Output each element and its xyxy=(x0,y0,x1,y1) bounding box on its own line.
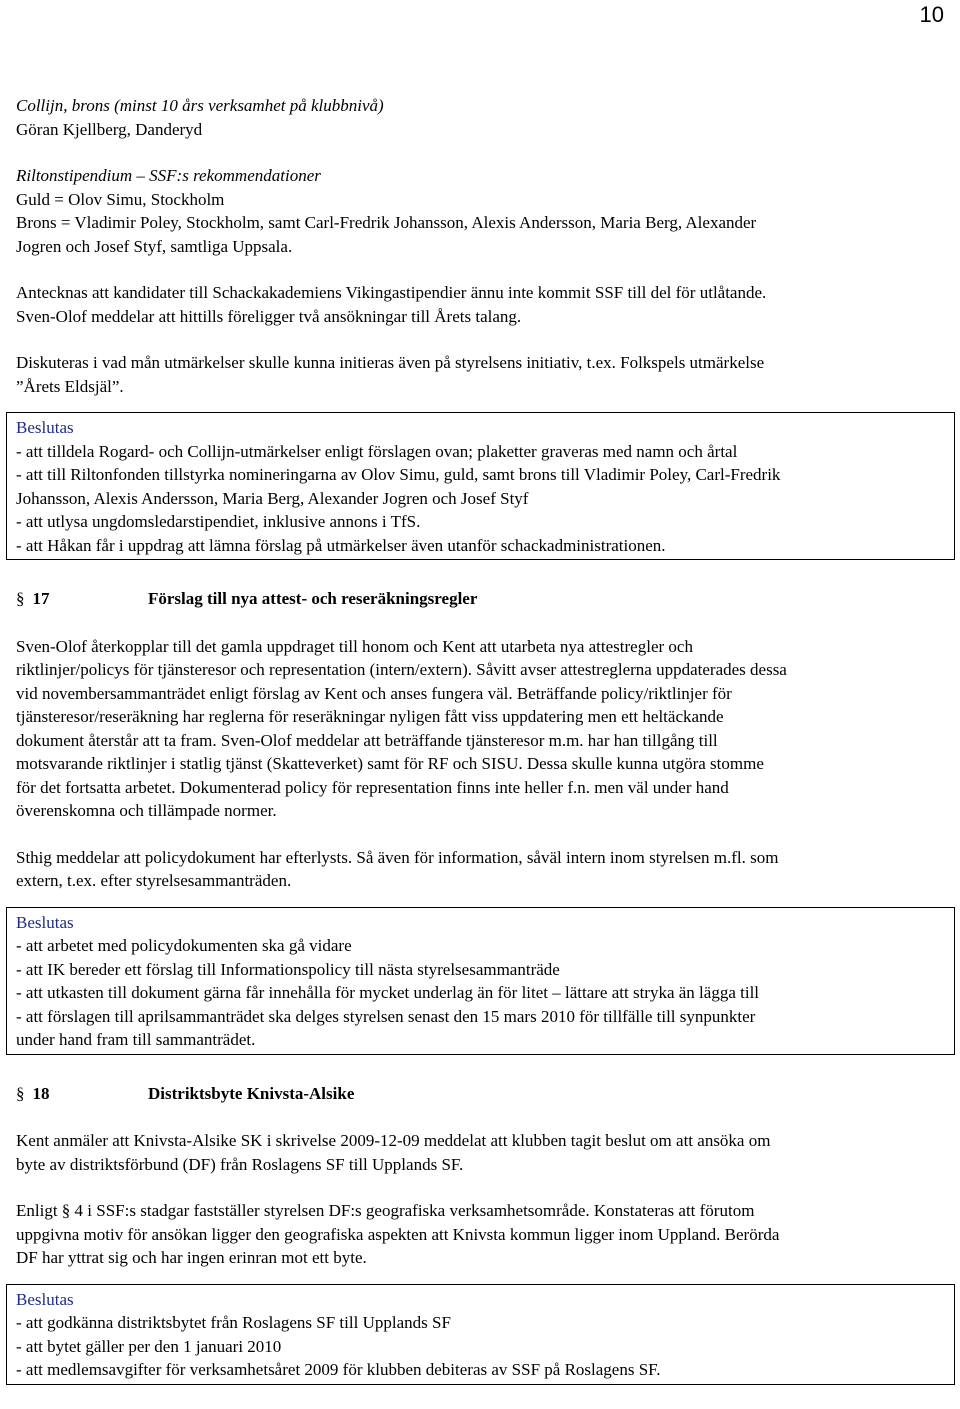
section-18-paragraph xyxy=(16,1199,946,1270)
decision-box-district xyxy=(6,1284,955,1385)
paragraph-line: Sthig meddelar att policydokument har efterlysts. Så även för information, såväl intern inom styrelsen m.fl. som xyxy=(16,847,779,867)
decision-line: Johansson, Alexis Andersson, Maria Berg, Alexander Jogren och Josef Styf xyxy=(16,488,529,508)
paragraph-line: tjänsteresor/reseräkning har reglerna för reseräkningar nyligen fått viss uppdatering men ett heltäckande xyxy=(16,707,724,726)
decision-line: - att godkänna distriktsbytet från Roslagens SF till Upplands SF xyxy=(16,1313,451,1332)
decision-box-awards xyxy=(6,412,955,560)
paragraph-line: riktlinjer/policys för tjänsteresor och representation (intern/extern). Såvitt avser attestreglerna uppdaterades dessa xyxy=(16,660,787,679)
decision-line: - att arbetet med policydokumenten ska gå vidare xyxy=(16,936,352,955)
decision-line: under hand fram till sammanträdet. xyxy=(16,1030,256,1049)
decision-title: Beslutas xyxy=(16,912,74,932)
note-line: Sven-Olof meddelar att hittills föreligger två ansökningar till Årets talang. xyxy=(16,306,522,326)
paragraph-line: Kent anmäler att Knivsta-Alsike SK i skrivelse 2009-12-09 meddelat att klubben tagit beslut om att ansöka om xyxy=(16,1131,771,1150)
decision-line: - att medlemsavgifter för verksamhetsåret 2009 för klubben debiteras av SSF på Roslagens SF. xyxy=(16,1360,661,1379)
section-number: § 17 xyxy=(16,589,50,608)
paragraph-line: vid novembersammanträdet enligt förslag av Kent och anses fungera väl. Beträffande policy/riktlinjer för xyxy=(16,683,732,703)
paragraph-line: för det fortsatta arbetet. Dokumenterad policy för representation finns inte heller f.n. men väl under hand xyxy=(16,777,729,797)
paragraph-line: extern, t.ex. efter styrelsesammanträden. xyxy=(16,871,292,890)
paragraph-line: Enligt § 4 i SSF:s stadgar fastställer styrelsen DF:s geografiska verksamhetsområde. Konstateras att förutom xyxy=(16,1201,755,1220)
decision-line: - att Håkan får i uppdrag att lämna förslag på utmärkelser även utanför schackadministrationen. xyxy=(16,535,666,555)
section-17-paragraph xyxy=(16,635,946,823)
paragraph-line: Sven-Olof återkopplar till det gamla uppdraget till honom och Kent att utarbeta nya attestregler och xyxy=(16,636,693,656)
section-18-paragraph xyxy=(16,1129,946,1176)
decision-title: Beslutas xyxy=(16,418,74,437)
paragraph-line: uppgivna motiv för ansökan ligger den geografiska aspekten att Knivsta kommun ligger inom Uppland. Berörda xyxy=(16,1224,780,1244)
paragraph-line: dokument återstår att ta fram. Sven-Olof meddelar att beträffande tjänsteresor m.m. har han tillgång till xyxy=(16,730,718,750)
decision-line: - att utkasten till dokument gärna får innehålla för mycket underlag än för litet – lättare att stryka än lägga till xyxy=(16,983,760,1002)
decision-line: - att utlysa ungdomsledarstipendiet, inklusive annons i TfS. xyxy=(16,512,421,531)
decision-box-policy xyxy=(6,907,955,1055)
decision-line: - att tilldela Rogard- och Collijn-utmärkelser enligt förslagen ovan; plaketter graveras med namn och årtal xyxy=(16,441,738,461)
paragraph-line: motsvarande riktlinjer i statlig tjänst (Skatteverket) samt för RF och SISU. Dessa skulle kunna utgöra stomme xyxy=(16,754,764,773)
section-17-paragraph xyxy=(16,846,946,893)
discussion-line: Diskuteras i vad mån utmärkelser skulle kunna initieras även på styrelsens initiativ, t.ex. Folkspels utmärkelse xyxy=(16,353,765,372)
decision-line: - att till Riltonfonden tillstyrka nomineringarna av Olov Simu, guld, samt brons till Vladimir Poley, Carl-Fredrik xyxy=(16,465,781,484)
paragraph-line: överenskomna och tillämpade normer. xyxy=(16,801,277,820)
section-title: Distriktsbyte Knivsta-Alsike xyxy=(148,1083,355,1103)
note-line: Antecknas att kandidater till Schackakademiens Vikingastipendier ännu inte kommit SSF till del för utlåtande. xyxy=(16,283,767,302)
decision-line: - att IK bereder ett förslag till Informationspolicy till nästa styrelsesammanträde xyxy=(16,959,560,979)
discussion-line: ”Årets Eldsjäl”. xyxy=(16,376,124,396)
collijn-name: Göran Kjellberg, Danderyd xyxy=(16,119,203,139)
section-title: Förslag till nya attest- och reseräkningsregler xyxy=(148,589,478,608)
decision-line: - att förslagen till aprilsammanträdet ska delges styrelsen senast den 15 mars 2010 för tillfälle till synpunkter xyxy=(16,1006,756,1026)
section-17-heading xyxy=(16,587,946,611)
rilton-bronze-line: Brons = Vladimir Poley, Stockholm, samt Carl-Fredrik Johansson, Alexis Andersson, Maria Berg, Alexander xyxy=(16,213,757,232)
page-number: 10 xyxy=(919,2,944,27)
collijn-heading: Collijn, brons (minst 10 års verksamhet på klubbnivå) xyxy=(16,96,384,115)
section-18-heading xyxy=(16,1082,946,1106)
rilton-heading: Riltonstipendium – SSF:s rekommendationer xyxy=(16,166,321,185)
decision-line: - att bytet gäller per den 1 januari 2010 xyxy=(16,1336,282,1356)
document-body xyxy=(16,94,946,1385)
rilton-gold: Guld = Olov Simu, Stockholm xyxy=(16,189,225,209)
rilton-bronze-line: Jogren och Josef Styf, samtliga Uppsala. xyxy=(16,236,293,256)
paragraph-line: DF har yttrat sig och har ingen erinran mot ett byte. xyxy=(16,1248,367,1267)
paragraph-line: byte av distriktsförbund (DF) från Roslagens SF till Upplands SF. xyxy=(16,1154,464,1174)
decision-title: Beslutas xyxy=(16,1289,74,1309)
section-number: § 18 xyxy=(16,1083,50,1103)
